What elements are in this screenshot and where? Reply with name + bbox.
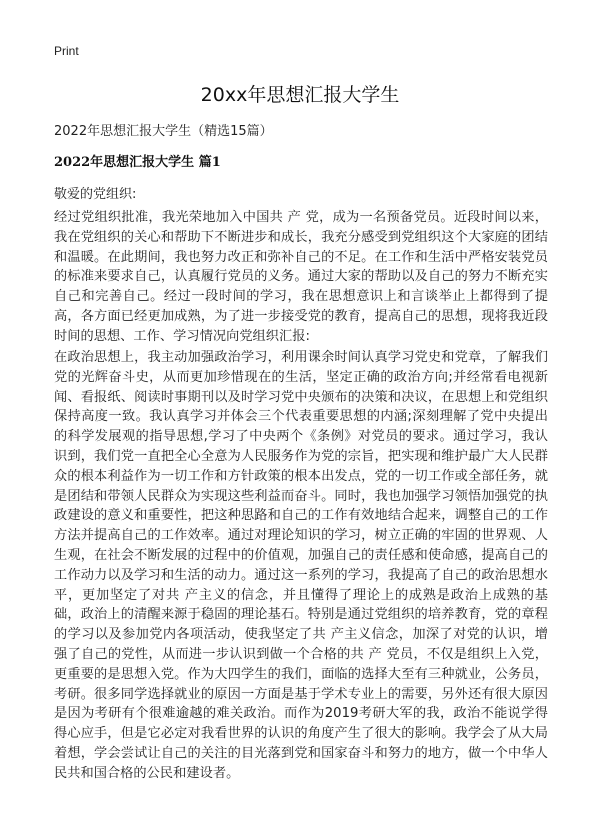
section-heading: 2022年思想汇报大学生 篇1 <box>54 155 221 170</box>
body-paragraph-1: 经过党组织批准，我光荣地加入中国共 产 党，成为一名预备党员。近段时间以来，我在党组织的关心和帮助下不断进步和成长，我充分感受到党组织这个大家庭的团结和温暖。在此期间，我也努力改正和弥补自己的不足。在工作和生活中严格安装党员的标准来要求自己，认真履行党员的义务。通过大家的帮助以及自己的努力不断充实自己和完善自己。经过一段时间的学习，我在思想意识上和言谈举止上都得到了提高，各方面已经更加成熟，为了进一步接受党的教育，提高自己的思想，现将我近段时间的思想、工作、学习情况向党组织汇报: <box>54 210 548 344</box>
print-label: Print <box>54 44 79 58</box>
document-subtitle: 2022年思想汇报大学生（精选15篇） <box>54 124 273 139</box>
document-title: 20xx年思想汇报大学生 <box>200 84 400 106</box>
body-paragraph-2: 在政治思想上，我主动加强政治学习，利用课余时间认真学习党史和党章，了解我们党的光辉奋斗史，从而更加珍惜现在的生活，坚定正确的政治方向;并经常看电视新闻、看报纸、阅读时事期刊以及时学习党中央颁布的决策和决议，在思想上和党组织保持高度一致。我认真学习并体会三个代表重要思想的内涵;深刻理解了党中央提出的科学发展观的指导思想,学习了中央两个《条例》对党员的要求。通过学习，我认识到，我们党一直把全心全意为人民服务作为党的宗旨，把实现和维护最广大人民群众的根本利益作为一切工作和方针政策的根本出发点，党的一切工作或全部任务，就是团结和带领人民群众为实现这些利益而奋斗。同时，我也加强学习领悟加强党的执政建设的意义和重要性，把这种思路和自己的工作有效地结合起来，调整自己的工作方法并提高自己的工作效率。通过对理论知识的学习，树立正确的牢固的世界观、人生观，在社会不断发展的过程中的价值观，加强自己的责任感和使命感，提高自己的工作动力以及学习和生活的动力。通过这一系列的学习，我提高了自己的政治思想水平，更加坚定了对共 产主义的信念，并且懂得了理论上的成熟是政治上成熟的基础，政治上的清醒来源于稳固的理论基石。特别是通过党组织的培养教育，党的章程的学习以及参加党内各项活动，使我坚定了共 产主义信念，加深了对党的认识，增强了自己的党性，从而进一步认识到做一个合格的共 产 党员，不仅是组织上入党，更重要的是思想入党。作为大四学生的我们，面临的选择大至有三种就业，公务员，考研。很多同学选择就业的原因一方面是基于学术专业上的需要，另外还有很大原因是因为考研有个很难逾越的难关政治。而作为2019考研大军的我，政治不能说学得得心应手，但是它必定对我看世界的认识的角度产生了很大的影响。我学会了从大局着想，学会尝试让自己的关注的目光落到党和国家奋斗和努力的地方，做一个中华人民共和国合格的公民和建设者。 <box>54 350 548 781</box>
greeting: 敬爱的党组织: <box>54 187 137 202</box>
